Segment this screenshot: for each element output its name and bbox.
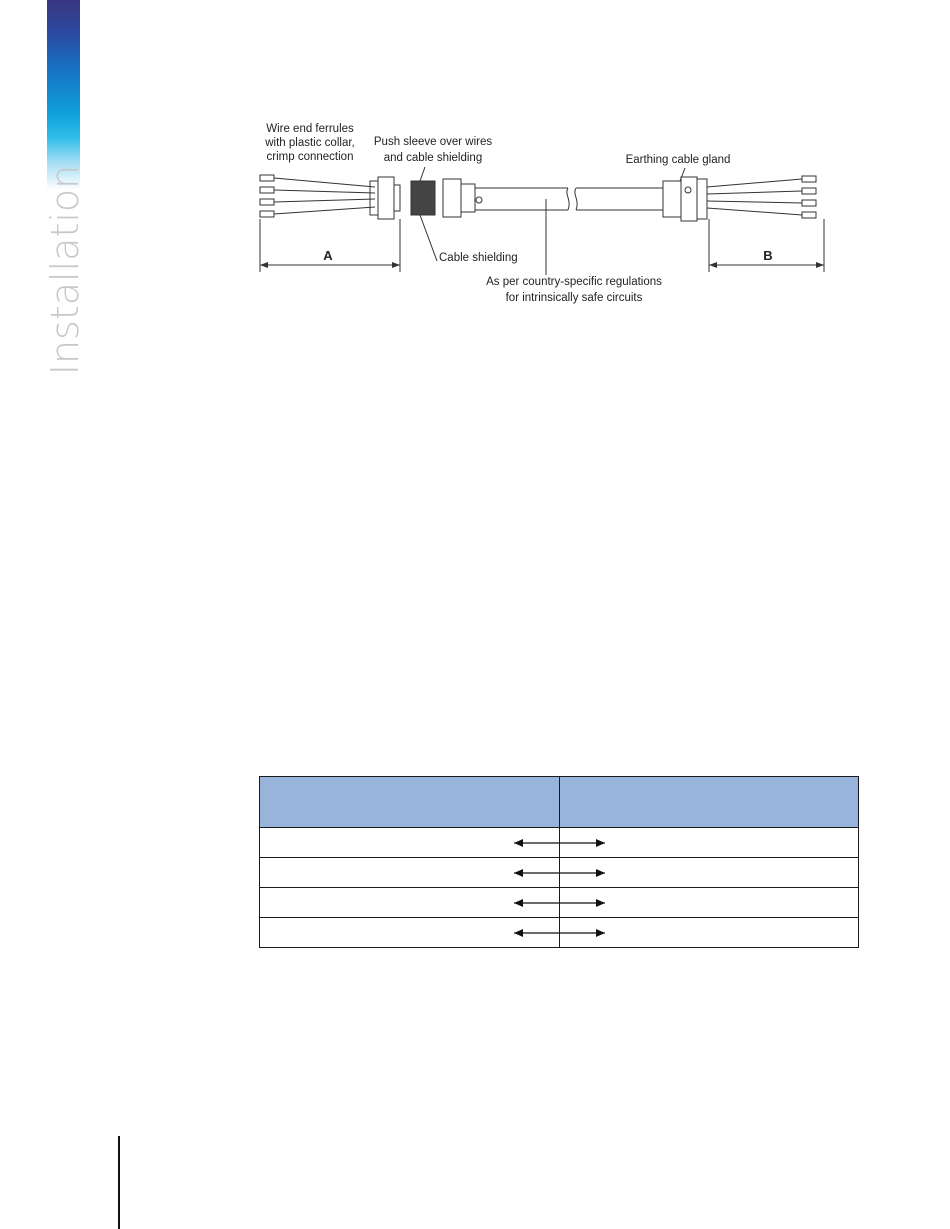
- page-margin-rule: [118, 1136, 120, 1229]
- dimension-a-lines: [260, 219, 400, 272]
- ferrule-right-3: [802, 200, 816, 206]
- leader-shielding: [420, 215, 437, 261]
- left-gland-thread: [394, 185, 400, 211]
- table-header-row: [260, 777, 859, 828]
- arrow-right-icon: [560, 867, 606, 879]
- table-row: [260, 858, 859, 888]
- cable-assembly-drawing: [230, 115, 850, 315]
- wire-left-4: [274, 207, 375, 214]
- arrow-left-icon: [513, 927, 559, 939]
- left-gland-nut: [370, 181, 378, 215]
- callout-ferrules-line-3: crimp connection: [266, 151, 354, 163]
- shielding-braid: [411, 181, 435, 215]
- arrow-right-icon: [560, 837, 606, 849]
- cable-right-section: [576, 188, 663, 210]
- callout-sleeve-line-1: Push sleeve over wires: [373, 136, 493, 148]
- left-gland-body: [378, 177, 394, 219]
- right-gland-nut: [663, 181, 681, 217]
- table-cell-right: [559, 828, 859, 858]
- arrow-left-icon: [513, 897, 559, 909]
- dimension-b-arrow-left: [709, 262, 717, 268]
- table-cell-left: [260, 858, 560, 888]
- table-row: [260, 888, 859, 918]
- section-label-container: [36, 164, 94, 376]
- table-cell-left: [260, 828, 560, 858]
- wire-right-4: [707, 208, 802, 215]
- table-header-left: [260, 777, 560, 828]
- table-row: [260, 918, 859, 948]
- dimension-a-arrow-left: [260, 262, 268, 268]
- section-color-tab: [47, 0, 80, 190]
- wire-left-2: [274, 190, 375, 193]
- wiring-table: [259, 776, 859, 948]
- section-label: Installation: [43, 164, 87, 376]
- callout-earthing-gland: Earthing cable gland: [625, 154, 731, 166]
- cable-left-section: [475, 188, 568, 210]
- sleeve-gland-hole: [476, 197, 482, 203]
- dimension-a-arrow-right: [392, 262, 400, 268]
- ferrule-right-4: [802, 212, 816, 218]
- callout-ferrules-line-2: with plastic collar,: [265, 137, 355, 149]
- wire-left-3: [274, 199, 375, 202]
- dimension-b-arrow-right: [816, 262, 824, 268]
- arrow-right-icon: [560, 927, 606, 939]
- right-gland-thread: [697, 179, 707, 219]
- dimension-b-lines: [709, 219, 824, 272]
- sleeve-gland-body: [461, 184, 475, 212]
- table-cell-left: [260, 888, 560, 918]
- right-gland-hole: [685, 187, 691, 193]
- callout-cable-shielding: Cable shielding: [439, 252, 518, 264]
- callout-sleeve-line-2: and cable shielding: [383, 152, 483, 164]
- cable-break-mark: [567, 188, 577, 210]
- cable-assembly-figure: [230, 115, 850, 315]
- leader-sleeve: [420, 167, 425, 181]
- wire-left-1: [274, 178, 375, 187]
- table-cell-right: [559, 888, 859, 918]
- arrow-left-icon: [513, 837, 559, 849]
- sleeve-gland-nut: [443, 179, 461, 217]
- right-gland-body: [681, 177, 697, 221]
- table-row: [260, 828, 859, 858]
- ferrule-right-1: [802, 176, 816, 182]
- dimension-b-label: B: [763, 248, 773, 263]
- wire-right-2: [707, 191, 802, 194]
- callout-regulations-line-1: As per country-specific regulations: [486, 276, 662, 288]
- callout-ferrules-line-1: Wire end ferrules: [266, 123, 354, 135]
- table-cell-right: [559, 858, 859, 888]
- ferrule-left-4: [260, 211, 274, 217]
- arrow-left-icon: [513, 867, 559, 879]
- table-cell-right: [559, 918, 859, 948]
- ferrule-left-2: [260, 187, 274, 193]
- arrow-right-icon: [560, 897, 606, 909]
- ferrule-left-3: [260, 199, 274, 205]
- wire-right-3: [707, 201, 802, 203]
- dimension-a-label: A: [323, 248, 333, 263]
- table-header-right: [559, 777, 859, 828]
- leader-gland: [680, 168, 685, 181]
- table-cell-left: [260, 918, 560, 948]
- wire-right-1: [707, 179, 802, 187]
- ferrule-right-2: [802, 188, 816, 194]
- callout-regulations-line-2: for intrinsically safe circuits: [505, 292, 643, 304]
- ferrule-left-1: [260, 175, 274, 181]
